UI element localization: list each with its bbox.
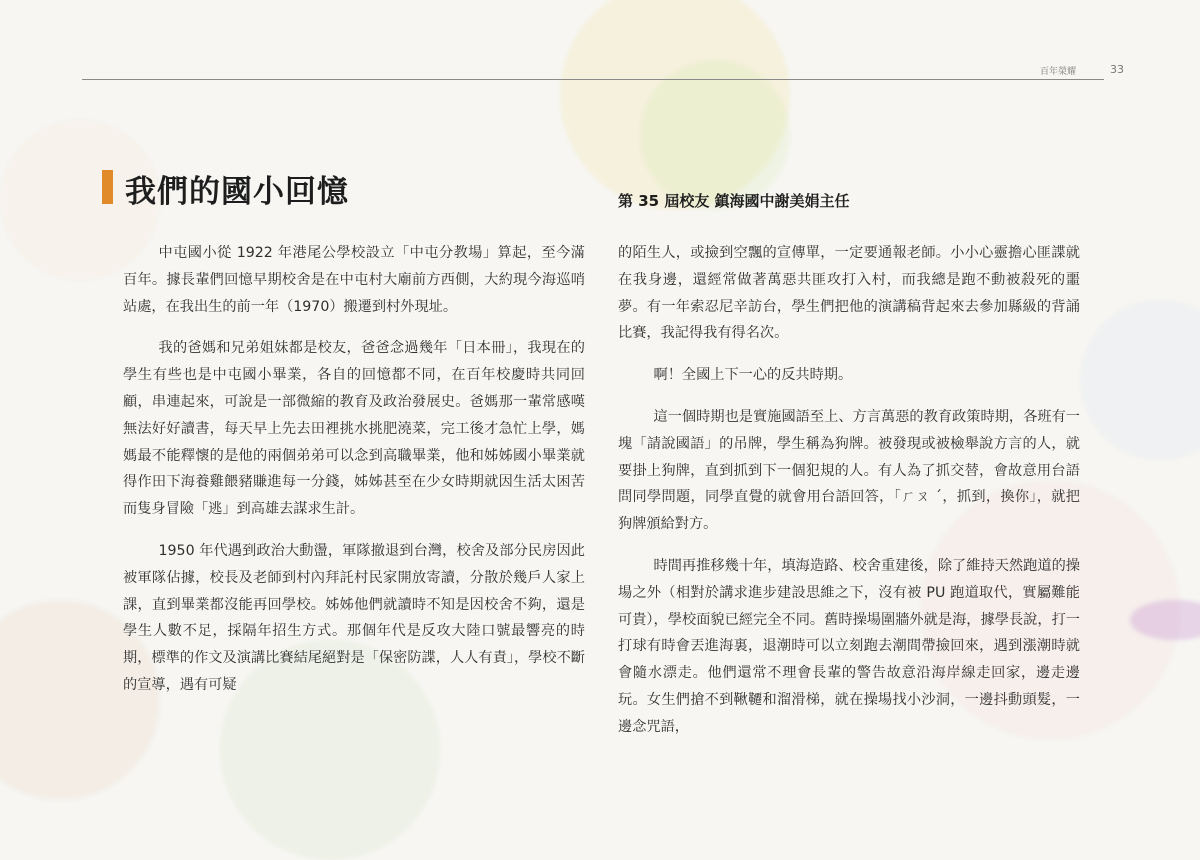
paragraph: 我的爸媽和兄弟姐妹都是校友，爸爸念過幾年「日本冊」，我現在的學生有些也是中屯國小畢業，各自的回憶都不同，在百年校慶時共同回顧，串連起來，可說是一部微縮的教育及政治發展史。爸媽那一輩常感嘆無法好好讀書，每天早上先去田裡挑水挑肥澆菜，完工後才急忙上學，媽媽最不能釋懷的是他的兩個弟弟可以念到高職畢業，他和姊姊國小畢業就得作田下海養雞餵豬賺進每一分錢，姊姊甚至在少女時期就因生活太困苦而隻身冒險「逃」到高雄去謀求生計。 [123,340,585,518]
header-rule [82,79,1104,80]
paragraph: 1950 年代遇到政治大動盪，軍隊撤退到台灣，校舍及部分民房因此被軍隊佔據，校長及老師到村內拜託村民家開放寄讀，分散於幾戶人家上課，直到畢業都沒能再回學校。姊姊他們就讀時不知是因校舍不夠，還是學生人數不足，採隔年招生方式。那個年代是反攻大陸口號最響亮的時期，標準的作文及演講比賽結尾絕對是「保密防諜，人人有責」，學校不斷的宣導，遇有可疑 [123,542,585,693]
paragraph: 啊！全國上下一心的反共時期。 [653,367,853,384]
title-accent-bar [102,170,113,204]
page-number: 33 [1110,63,1124,76]
right-column [618,240,1080,756]
background-decoration [640,60,790,210]
paragraph: 中屯國小從 1922 年港尾公學校設立「中屯分教場」算起，至今滿百年。據長輩們回憶早期校舍是在中屯村大廟前方西側，大約現今海巡哨站處，在我出生的前一年（1970）搬遷到村外現址。 [123,245,585,315]
paragraph: 的陌生人，或撿到空飄的宣傳單，一定要通報老師。小小心靈擔心匪諜就在我身邊，還經常做著萬惡共匪攻打入村，而我總是跑不動被殺死的噩夢。有一年索忍尼辛訪台，學生們把他的演講稿背起來去參加縣級的背誦比賽，我記得我有得名次。 [618,245,1080,342]
article-title: 我們的國小回憶 [125,174,349,210]
paragraph: 時間再推移幾十年，填海造路、校舍重建後，除了維持天然跑道的操場之外（相對於講求進步建設思維之下，沒有被 PU 跑道取代，實屬難能可貴），學校面貌已經完全不同。舊時操場圍牆外就是海，據學長說，打一打球有時會丟進海裏，退潮時可以立刻跑去潮間帶撿回來，遇到漲潮時就會隨水漂走。他們還常不理會長輩的警告故意沿海岸線走回家，邊走邊玩。女生們搶不到鞦韆和溜滑梯，就在操場找小沙洞，一邊抖動頭髮，一邊念咒語， [618,557,1080,735]
running-head: 百年榮耀 [1040,67,1077,77]
left-column [123,240,585,714]
paragraph: 這一個時期也是實施國語至上、方言萬惡的教育政策時期，各班有一塊「請說國語」的吊牌，學生稱為狗牌。被發現或被檢舉說方言的人，就要掛上狗牌，直到抓到下一個犯規的人。有人為了抓交替，會故意用台語問同學問題，同學直覺的就會用台語回答，「ㄏㄡ ˊ，抓到，換你」，就把狗牌頒給對方。 [618,408,1080,533]
background-decoration [1080,300,1200,460]
author-byline: 第 35 屆校友 鎮海國中謝美娟主任 [618,192,850,210]
